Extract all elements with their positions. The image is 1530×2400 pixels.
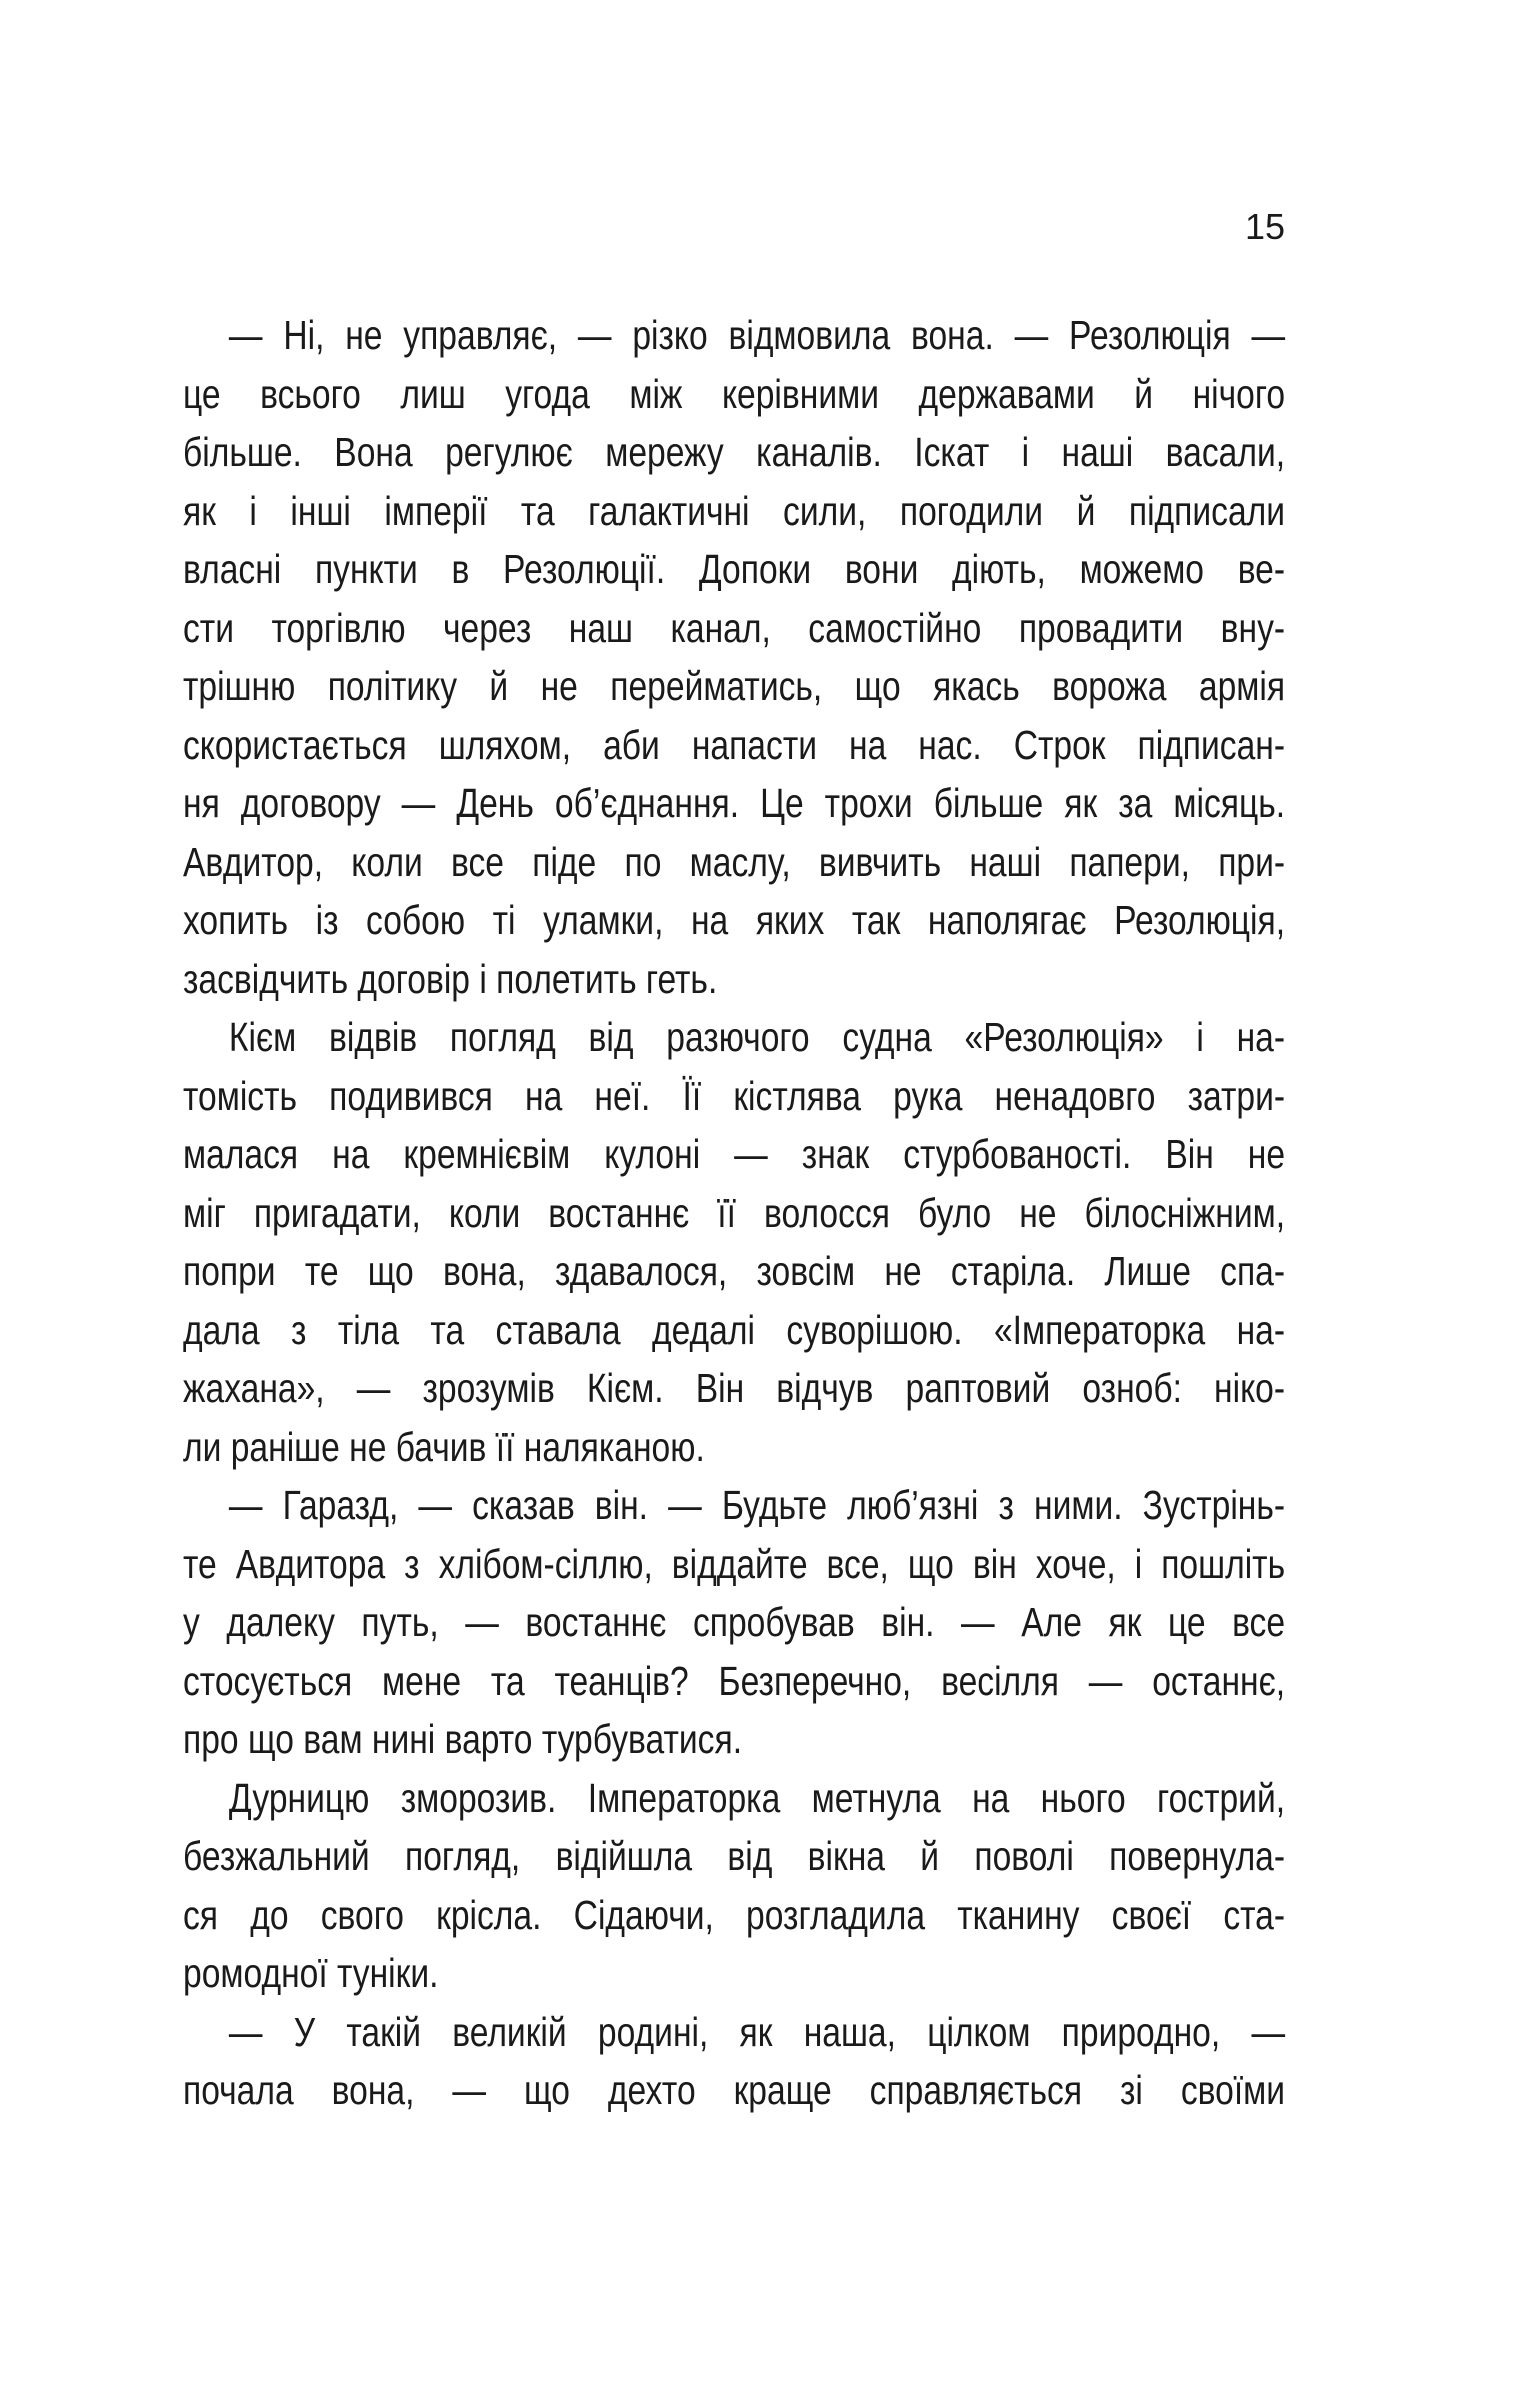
paragraph bbox=[183, 1476, 1285, 1769]
text-line: попри те що вона, здавалося, зовсім не старіла. Лише спа- bbox=[183, 1248, 1286, 1294]
paragraph bbox=[183, 306, 1285, 1008]
text-line: безжальний погляд, відійшла від вікна й поволі повернула- bbox=[183, 1833, 1286, 1879]
text-line: як і інші імперії та галактичні сили, погодили й підписали bbox=[183, 487, 1286, 534]
text-line: про що вам нині варто турбуватися. bbox=[183, 1716, 743, 1762]
text-line: — Гаразд, — сказав він. — Будьте люб’язні з ними. Зустрінь- bbox=[228, 1482, 1286, 1528]
text-line: ся до свого крісла. Сідаючи, розгладила тканину своєї ста- bbox=[183, 1891, 1286, 1938]
text-line: малася на кремнієвім кулоні — знак стурбованості. Він не bbox=[183, 1131, 1286, 1177]
text-line: Дурницю зморозив. Імператорка метнула на нього гострий, bbox=[228, 1774, 1286, 1821]
text-line: більше. Вона регулює мережу каналів. Іскат і наші васали, bbox=[183, 429, 1286, 475]
text-line: у далеку путь, — востаннє спробував він. — Але як це все bbox=[183, 1599, 1286, 1645]
text-line: почала вона, — що дехто краще справляється зі своїми bbox=[183, 2067, 1286, 2113]
text-line: міг пригадати, коли востаннє її волосся було не білосніжним, bbox=[183, 1189, 1286, 1236]
text-line: ли раніше не бачив її наляканою. bbox=[183, 1423, 705, 1470]
text-line: томість подивився на неї. Її кістлява рука ненадовго затри- bbox=[183, 1072, 1286, 1119]
text-line: Авдитор, коли все піде по маслу, вивчить наші папери, при- bbox=[183, 838, 1286, 885]
text-line: Кієм відвів погляд від разючого судна «Резолюція» і на- bbox=[228, 1014, 1286, 1060]
text-line: те Авдитора з хлібом-сіллю, віддайте все, що він хоче, і пошліть bbox=[183, 1540, 1286, 1587]
text-line: власні пункти в Резолюції. Допоки вони діють, можемо ве- bbox=[183, 546, 1286, 592]
body-text bbox=[183, 306, 1285, 2120]
text-line: ня договору — День об’єднання. Це трохи більше як за місяць. bbox=[183, 780, 1286, 826]
text-line: скористається шляхом, аби напасти на нас. Строк підписан- bbox=[183, 721, 1286, 768]
text-line: — Ні, не управляє, — різко відмовила вона. — Резолюція — bbox=[228, 312, 1286, 358]
text-line: засвідчить договір і полетить геть. bbox=[183, 955, 718, 1002]
paragraph bbox=[183, 2003, 1285, 2120]
text-line: стосується мене та теанців? Безперечно, весілля — останнє, bbox=[183, 1657, 1286, 1704]
text-line: жахана», — зрозумів Кієм. Він відчув раптовий озноб: ніко- bbox=[183, 1365, 1286, 1411]
text-line: — У такій великій родині, як наша, цілком природно, — bbox=[228, 2008, 1286, 2055]
text-line: ромодної туніки. bbox=[183, 1950, 439, 1996]
text-line: сти торгівлю через наш канал, самостійно провадити вну- bbox=[183, 604, 1286, 651]
text-line: хопить із собою ті уламки, на яких так наполягає Резолюція, bbox=[183, 897, 1286, 943]
page-number: 15 bbox=[1244, 206, 1285, 247]
text-line: дала з тіла та ставала дедалі суворішою. «Імператорка на- bbox=[183, 1306, 1286, 1353]
text-line: це всього лиш угода між керівними державами й нічого bbox=[183, 370, 1286, 417]
text-line: трішню політику й не перейматись, що якась ворожа армія bbox=[183, 663, 1286, 709]
paragraph bbox=[183, 1769, 1285, 2003]
paragraph bbox=[183, 1008, 1285, 1476]
